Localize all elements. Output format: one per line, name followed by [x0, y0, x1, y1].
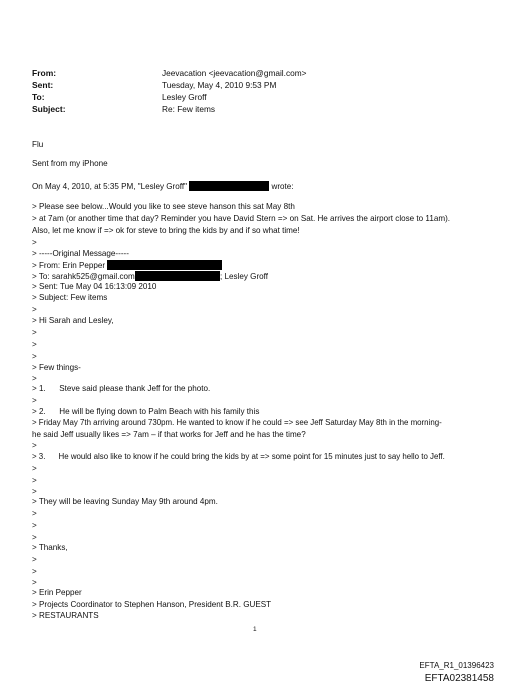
body-line: > RESTAURANTS — [32, 611, 99, 620]
page-number: 1 — [253, 626, 257, 633]
body-line: > Friday May 7th arriving around 730pm. He wanted to know if he could => see Jeff Saturday May 8th in the morning- — [32, 418, 442, 427]
body-text: ; Lesley Groff — [220, 272, 269, 281]
body-line: > — [32, 328, 37, 337]
body-line — [32, 271, 268, 281]
body-line: > — [32, 487, 37, 496]
bates-id-2: EFTA02381458 — [424, 673, 494, 684]
body-line: > — [32, 578, 37, 587]
body-line: > 2. He will be flying down to Palm Beach with his family this — [32, 407, 260, 416]
subject-label: Subject: — [32, 104, 66, 114]
body-line: > — [32, 533, 37, 542]
body-line: > 3. He would also like to know if he could bring the kids by at => some point for 15 minutes just to say hello to Jeff. — [32, 452, 445, 461]
body-line: > Few things- — [32, 363, 81, 372]
bates-id-1: EFTA_R1_01396423 — [419, 661, 494, 670]
body-line: > Projects Coordinator to Stephen Hanson, President B.R. GUEST — [32, 600, 272, 609]
body-line: he said Jeff usually likes => 7am – if that works for Jeff and he has the time? — [32, 430, 306, 439]
body-text: On May 4, 2010, at 5:35 PM, "Lesley Groff" — [32, 182, 187, 191]
body-line: > — [32, 464, 37, 473]
body-line: > at 7am (or another time that day? Reminder you have David Stern => on Sat. He arrives the airport close to 11am). — [32, 214, 451, 223]
body-line: > — [32, 396, 37, 405]
from-label: From: — [32, 68, 57, 78]
body-line — [32, 181, 294, 191]
body-line: > -----Original Message----- — [32, 249, 129, 258]
redaction-box — [135, 271, 220, 281]
body-line: > — [32, 352, 37, 361]
body-line: > They will be leaving Sunday May 9th around 4pm. — [32, 497, 218, 506]
body-line: Also, let me know if => ok for steve to bring the kids by and if so what time! — [32, 226, 300, 235]
body-line: > — [32, 555, 37, 564]
body-text: > From: Erin Pepper — [32, 261, 106, 270]
body-line: > — [32, 305, 37, 314]
body-line: > Please see below...Would you like to see steve hanson this sat May 8th — [32, 202, 295, 211]
body-text: > To: sarahk525@gmail.com — [32, 272, 135, 281]
body-line: > — [32, 238, 37, 247]
subject-value: Re: Few items — [162, 104, 216, 114]
body-line: > Subject: Few items — [32, 293, 108, 302]
to-label: To: — [32, 92, 45, 102]
body-line — [32, 260, 222, 270]
body-line: > — [32, 476, 37, 485]
redaction-box — [189, 181, 269, 191]
to-value: Lesley Groff — [162, 92, 207, 102]
sent-value: Tuesday, May 4, 2010 9:53 PM — [162, 80, 277, 90]
body-line: > Thanks, — [32, 543, 68, 552]
sent-label: Sent: — [32, 80, 54, 90]
body-line: > — [32, 567, 37, 576]
body-text: wrote: — [271, 182, 294, 191]
redaction-box — [107, 260, 222, 270]
from-value: Jeevacation <jeevacation@gmail.com> — [162, 68, 307, 78]
body-line: Sent from my iPhone — [32, 159, 108, 168]
body-line: > — [32, 509, 37, 518]
body-line: Flu — [32, 140, 44, 149]
body-line: > 1. Steve said please thank Jeff for the photo. — [32, 384, 211, 393]
body-line: > — [32, 374, 37, 383]
body-line: > — [32, 340, 37, 349]
body-line: > Erin Pepper — [32, 588, 82, 597]
body-line: > Sent: Tue May 04 16:13:09 2010 — [32, 282, 157, 291]
body-line: > — [32, 441, 37, 450]
body-line: > — [32, 521, 37, 530]
body-line: > Hi Sarah and Lesley, — [32, 316, 114, 325]
